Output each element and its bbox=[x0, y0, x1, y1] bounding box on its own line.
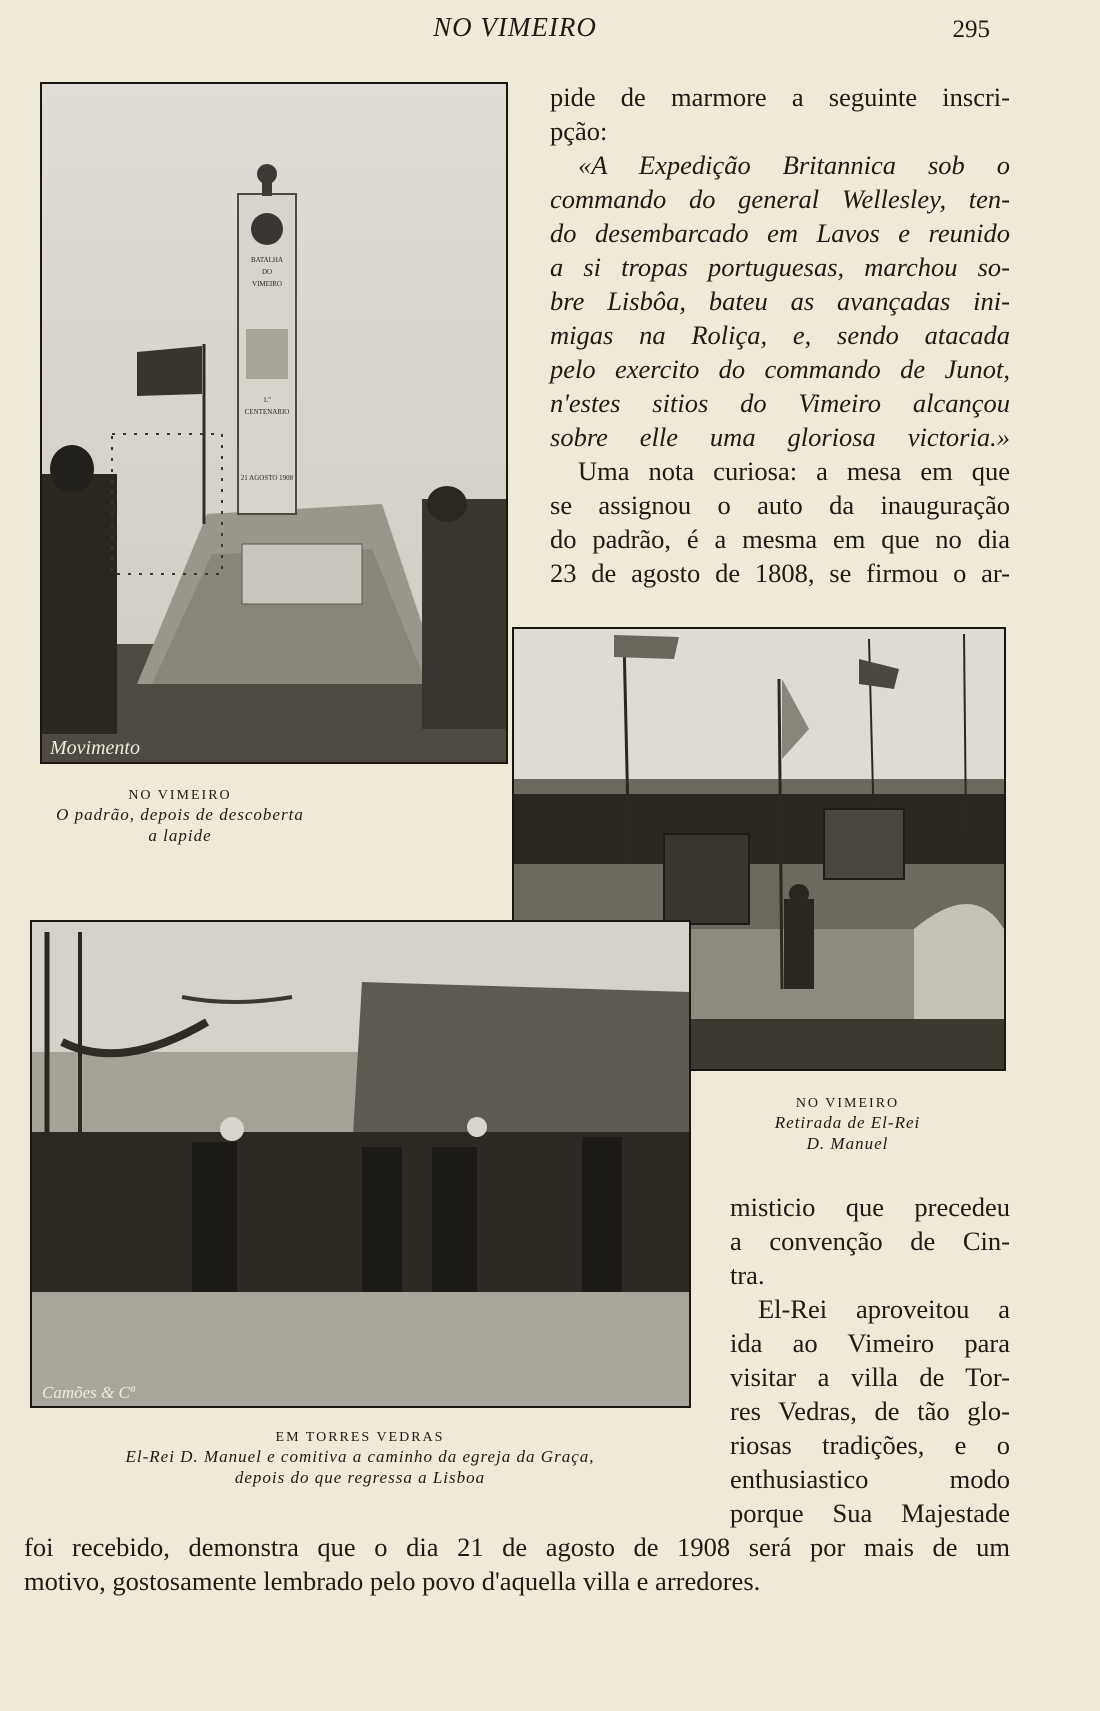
text-line: a convenção de Cin- bbox=[730, 1226, 1010, 1256]
caption-monument bbox=[30, 788, 330, 846]
inscription-line: BATALHA bbox=[250, 256, 284, 264]
running-header: NO VIMEIRO bbox=[433, 12, 597, 42]
text-line: migas na Roliça, e, sendo atacada bbox=[550, 320, 1010, 350]
page-number: 295 bbox=[952, 16, 990, 43]
text-line: tra. bbox=[730, 1260, 765, 1290]
text-line: bre Lisbôa, bateu as avançadas ini- bbox=[550, 286, 1010, 316]
caption-line: Retirada de El-Rei bbox=[774, 1113, 921, 1132]
photo-monument bbox=[40, 82, 508, 764]
caption-line: O padrão, depois de descoberta bbox=[56, 805, 304, 824]
text-line: n'estes sitios do Vimeiro alcançou bbox=[550, 388, 1010, 418]
caption-heading: NO VIMEIRO bbox=[795, 1096, 900, 1111]
text-column-top bbox=[550, 80, 1010, 590]
text-line: 23 de agosto de 1808, se firmou o ar- bbox=[550, 558, 1010, 588]
caption-line: El-Rei D. Manuel e comitiva a caminho da egreja da Graça, bbox=[125, 1447, 595, 1466]
text-line: porque Sua Majestade bbox=[730, 1498, 1010, 1528]
text-line: visitar a villa de Tor- bbox=[730, 1362, 1010, 1392]
inscription-line: VIMEIRO bbox=[252, 280, 282, 288]
text-line: res Vedras, de tão glo- bbox=[730, 1396, 1010, 1426]
caption-heading: EM TORRES VEDRAS bbox=[275, 1430, 445, 1445]
text-line: ida ao Vimeiro para bbox=[730, 1328, 1010, 1358]
text-line: foi recebido, demonstra que o dia 21 de agosto de 1908 será por mais de um bbox=[24, 1532, 1010, 1562]
text-line: a si tropas portuguesas, marchou so- bbox=[550, 252, 1010, 282]
inscription-line: 21 AGOSTO 1908 bbox=[240, 474, 294, 482]
text-line: se assignou o auto da inauguração bbox=[550, 490, 1010, 520]
text-line: «A Expedição Britannica sob o bbox=[578, 150, 1010, 180]
text-line: commando do general Wellesley, ten- bbox=[550, 184, 1010, 214]
text-line: riosas tradições, e o bbox=[730, 1430, 1010, 1460]
caption-procession bbox=[40, 1430, 680, 1488]
text-line: enthusiastico modo bbox=[730, 1464, 1010, 1494]
photo-signature: Movimento bbox=[50, 737, 140, 759]
text-line: Uma nota curiosa: a mesa em que bbox=[578, 456, 1010, 486]
caption-retreat bbox=[700, 1096, 995, 1154]
text-line: pção: bbox=[550, 116, 608, 146]
text-line: pide de marmore a seguinte inscri- bbox=[550, 82, 1010, 112]
inscription-line: CENTENARIO bbox=[244, 408, 290, 416]
inscription-line: DO bbox=[261, 268, 273, 276]
text-line: pelo exercito do commando de Junot, bbox=[550, 354, 1010, 384]
caption-line: a lapide bbox=[148, 826, 212, 845]
text-line: do padrão, é a mesma em que no dia bbox=[550, 524, 1010, 554]
text-column-bottom bbox=[730, 1190, 1010, 1530]
inscription-line: 1.º bbox=[263, 396, 271, 404]
caption-line: depois do que regressa a Lisboa bbox=[234, 1468, 486, 1487]
photo-signature: Camões & Cª bbox=[42, 1383, 135, 1402]
text-line: motivo, gostosamente lembrado pelo povo d'aquella villa e arredores. bbox=[24, 1566, 761, 1596]
text-line: misticio que precedeu bbox=[730, 1192, 1010, 1222]
text-line: do desembarcado em Lavos e reunido bbox=[550, 218, 1010, 248]
text-line: El-Rei aproveitou a bbox=[758, 1294, 1010, 1324]
text-full-width bbox=[24, 1530, 1010, 1598]
text-line: sobre elle uma gloriosa victoria.» bbox=[550, 422, 1010, 452]
photo-procession bbox=[30, 920, 691, 1408]
caption-line: D. Manuel bbox=[806, 1134, 889, 1153]
caption-heading: NO VIMEIRO bbox=[128, 788, 232, 803]
